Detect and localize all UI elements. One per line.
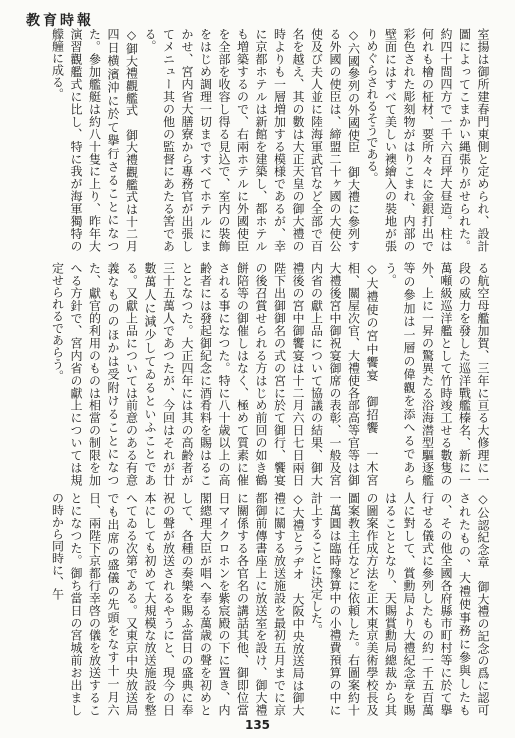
tier-middle-text: る航空母艦加賀、三年に亘る大修理に一段の威力を發した巡洋戰艦榛名、新に一萬噸級巡洋艦として竹時竣工せる數隻の外、上に一昇の驚異たる浴海潜型驅逐艦等の參加は一層の偉觀を添へるであらう。 ◇大禮使の宮中饗宴 御招饗 一木宮相、關屋次官、大禮使各部高等官等は御大禮後宮中御祝宴御席の表彰、一般及宮内省の獻上品について協議の結果、御大禮後の宮中御饗宴は十二月六日七日兩日陛下出御御名の式の宮に於て御行、饗宴の後召賞せられる方はじめ前回の如き鶴餅陪等の御催しはなく、極めて質素に催される事になつた。特に八十歳以上の高齢者には發起御紀念に酒肴料を賜はることとなつた。大正四年には其の高齢者が三十五萬人であつたが、今回はそれが廿數萬人に減少してゐるといふことである。又獻上品については前意のある有意義なもののほかは受附けることになつた、獻官的利用のものは相當の制限を加へる方針で、宮内省の獻上については規定せられるであらう。 [50, 262, 490, 486]
page-number: 135 [244, 718, 271, 732]
text-tier-top [22, 28, 492, 252]
text-tier-bottom [22, 492, 492, 716]
running-head: 教育時報 [26, 13, 94, 29]
text-tier-middle [22, 262, 492, 486]
tier-top-text: 室揚は御所建春門東側と定められ、設計圖によってこまかい縄張りがせられた。約四十間四方で一千六百坪大昼造。柱は何れも檜の柾材、要所々々に金銀打出で彩色された彫刻物がはりこまれ、内部の壁面にはすべて美しい襖繪入の裝地が張りめぐらされるそうである。 ◇六國參列の外國使臣 御大禮に參列する外國の使臣は、締盟二十ヶ國の大使公使及び夫人並に陸海軍武官など全部で百名を越え、其の數は大正天皇の御大禮の時よりも一層増加する模様であるが、幸に京都ホテルは新館を建築し、都ホテルも増築するので、右兩ホテルに外國使臣を全部を收容し得る見込で、室内の裝飾をはじめ調理一切まですべてホテルにまかせ、宮内省大膳寮から專務官が出張してメニュー其の他の監督にあたる筈である。 ◇御大禮觀艦式 御大禮觀艦式は十二月四日横濱沖に於て擧行さることになつた。參加艦艇は約八十隻に上り、昨年大演習觀艦式に比し、特に我が海軍獨特の艨艟に成る。 [50, 28, 490, 252]
tier-bottom-text: ◇公認紀念章 御大禮の記念の爲に認可されたもの、大禮使事務に參與したもの、その他全國各府縣市町村等に於て擧行せる儀式に參列したもの約一千五百萬人に對して、賞勳局より大禮紀念章を賜はることとなり、天賜賞勳局總裁から其の圖案作成方法を正木東京美術學校長及圖案教主任などに依頼した。右圖案約十一萬圓は臨時豫算中の小禮費預算の中に計上することに決定した。 ◇大禮とラヂオ 大阪中央放送局は御大禮に關する放送施設を最初五月までに京都御前傳書座上に放送室を設け、御大禮に關係する各官名の講話其他、御即位當日マイクロホンを紫宸殿の下に置き、内閣總理大臣が唱へ奉る萬歳の聲を初めとして、各種の奏樂を賜ふ當日の盛典に奉祝の聲が放送されるやうにと、現今の日本にしても初めて大規模な放送施設を整へてゐる次第である。又東京中央放送局でも出席の盛儀の先頭をなす十一月六日、兩陛下京都行幸啓の儀を放送することになつた。御ち當日の宮城前お出ましの時から同時に、午 [50, 492, 490, 716]
